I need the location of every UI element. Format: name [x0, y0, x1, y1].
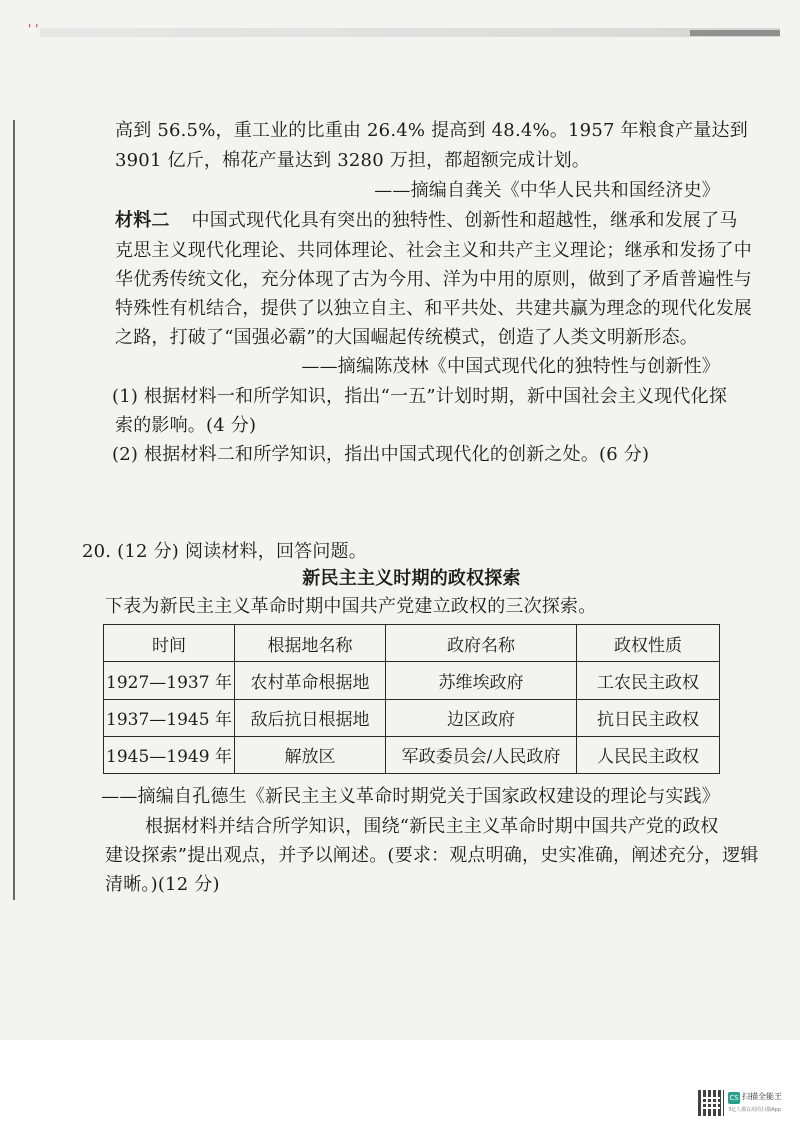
passage-line-1: 高到 56.5%，重工业的比重由 26.4% 提高到 48.4%。1957 年粮食产量达到: [115, 120, 748, 141]
table-cell: 抗日民主政权: [577, 699, 720, 736]
left-margin-line: [13, 120, 15, 900]
table-header-cell: 政府名称: [386, 625, 577, 662]
table-intro: 下表为新民主主义革命时期中国共产党建立政权的三次探索。: [105, 596, 597, 617]
table-header-cell: 时间: [104, 625, 235, 662]
material2-first-line: [115, 207, 738, 235]
question2: (2) 根据材料二和所学知识，指出中国式现代化的创新之处。(6 分): [112, 444, 650, 465]
camscanner-logo-icon: CS: [729, 1094, 739, 1102]
material2-text-1: 中国式现代化具有突出的独特性、创新性和超越性，继承和发展了马: [191, 210, 738, 231]
table-cell: 工农民主政权: [577, 662, 720, 699]
table-cell: 边区政府: [386, 699, 577, 736]
table-cell: 敌后抗日根据地: [235, 699, 386, 736]
table-header-cell: 根据地名称: [235, 625, 386, 662]
table-source-citation: ——摘编自孔德生《新民主主义革命时期党关于国家政权建设的理论与实践》: [101, 786, 720, 807]
material2-label: 材料二: [115, 210, 170, 231]
table-cell: 军政委员会/人民政府: [386, 736, 577, 773]
red-corner-mark: ' ': [28, 22, 39, 36]
material2-text-2: 克思主义现代化理论、共同体理论、社会主义和共产主义理论；继承和发扬了中: [115, 240, 752, 261]
table-row: [104, 662, 720, 699]
passage-line-2: 3901 亿斤，棉花产量达到 3280 万担，都超额完成计划。: [115, 150, 590, 171]
table-cell: 人民民主政权: [577, 736, 720, 773]
regime-exploration-table: [103, 624, 720, 774]
source-citation-2: ——摘编陈茂林《中国式现代化的独特性与创新性》: [301, 356, 720, 377]
table-cell: 1945—1949 年: [104, 736, 235, 773]
source-citation-1: ——摘编自龚关《中华人民共和国经济史》: [374, 180, 720, 201]
table-header-row: [104, 625, 720, 662]
table-cell: 解放区: [235, 736, 386, 773]
table-cell: 1937—1945 年: [104, 699, 235, 736]
material2-text-4: 特殊性有机结合，提供了以独立自主、和平共处、共建共赢为理念的现代化发展: [115, 298, 752, 319]
table-cell: 苏维埃政府: [386, 662, 577, 699]
table-header-cell: 政权性质: [577, 625, 720, 662]
scanner-title: 扫描全能王: [742, 1092, 782, 1101]
question1-line-2: 索的影响。(4 分): [115, 415, 257, 436]
scan-top-strip: [40, 28, 780, 37]
material2-text-5: 之路，打破了“国强必霸”的大国崛起传统模式，创造了人类文明新形态。: [115, 327, 699, 348]
scanner-watermark: [698, 1090, 790, 1116]
question1-line-1: (1) 根据材料一和所学知识，指出“一五”计划时期，新中国社会主义现代化探: [112, 386, 728, 407]
task-line-1: 根据材料并结合所学知识，围绕“新民主主义革命时期中国共产党的政权: [145, 816, 719, 837]
task-line-2: 建设探索”提出观点，并予以阐述。(要求：观点明确，史实准确，阐述充分，逻辑: [105, 845, 759, 866]
scan-top-strip-dark: [690, 30, 780, 36]
table-cell: 农村革命根据地: [235, 662, 386, 699]
qr-code-icon: [698, 1090, 724, 1116]
table-row: [104, 699, 720, 736]
table-title: 新民主主义时期的政权探索: [302, 568, 521, 589]
table-cell: 1927—1937 年: [104, 662, 235, 699]
question20-header: 20. (12 分) 阅读材料，回答问题。: [82, 541, 367, 562]
scanner-subtitle: 3亿人都在用的扫描App: [728, 1107, 781, 1113]
table-row: [104, 736, 720, 773]
task-line-3: 清晰。)(12 分): [105, 874, 220, 895]
material2-text-3: 华优秀传统文化，充分体现了古为今用、洋为中用的原则，做到了矛盾普遍性与: [115, 269, 752, 290]
